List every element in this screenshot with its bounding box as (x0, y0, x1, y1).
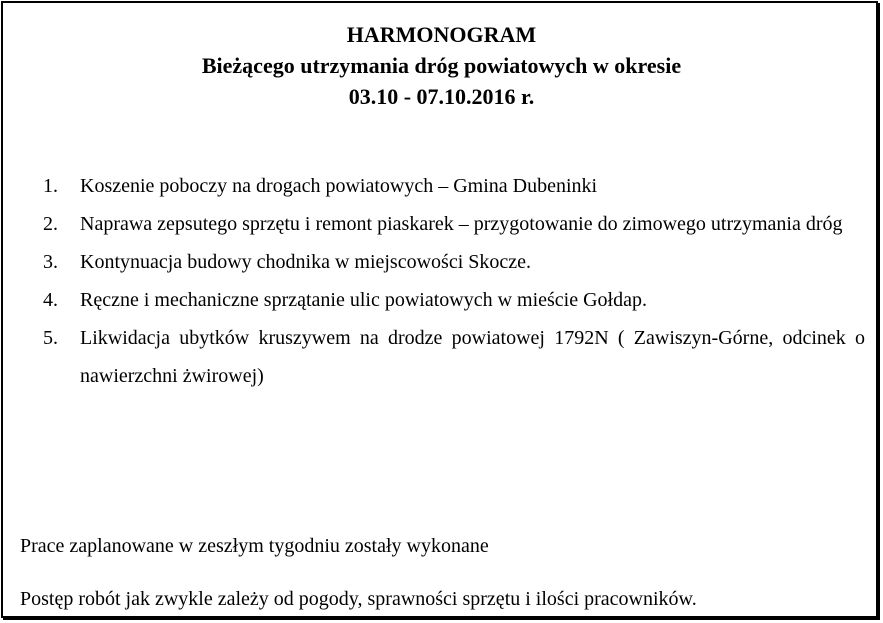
list-item-number: 4. (43, 289, 58, 311)
document-subtitle: Bieżącego utrzymania dróg powiatowych w okresie (201, 53, 682, 78)
list-item (43, 167, 865, 205)
list-item-text: Kontynuacja budowy chodnika w miejscowości Skocze. (80, 251, 532, 273)
list-item-number: 2. (43, 213, 58, 235)
list-item (43, 205, 865, 243)
document-period: 03.10 - 07.10.2016 r. (348, 84, 535, 109)
list-item (43, 281, 865, 319)
list-item-text: Likwidacja ubytków kruszywem na drodze powiatowej 1792N ( Zawiszyn-Górne, odcinek o nawierzchni żwirowej) (80, 327, 865, 387)
list-item-text: Koszenie poboczy na drogach powiatowych – Gmina Dubeninki (80, 175, 598, 197)
list-item-text: Naprawa zepsutego sprzętu i remont piaskarek – przygotowanie do zimowego utrzymania dróg (80, 213, 843, 235)
document-title: HARMONOGRAM (346, 22, 537, 47)
list-item (43, 319, 865, 395)
document-frame (1, 1, 878, 618)
task-list (43, 167, 865, 395)
list-item (43, 243, 865, 281)
list-item-text: Ręczne i mechaniczne sprzątanie ulic powiatowych w mieście Gołdap. (80, 289, 647, 311)
list-item-number: 5. (43, 327, 58, 349)
list-item-number: 3. (43, 251, 58, 273)
document-header (3, 19, 880, 112)
progress-note: Postęp robót jak zwykle zależy od pogody, sprawności sprzętu i ilości pracowników. (20, 588, 697, 610)
completed-note: Prace zaplanowane w zeszłym tygodniu zostały wykonane (20, 535, 489, 557)
list-item-number: 1. (43, 175, 58, 197)
